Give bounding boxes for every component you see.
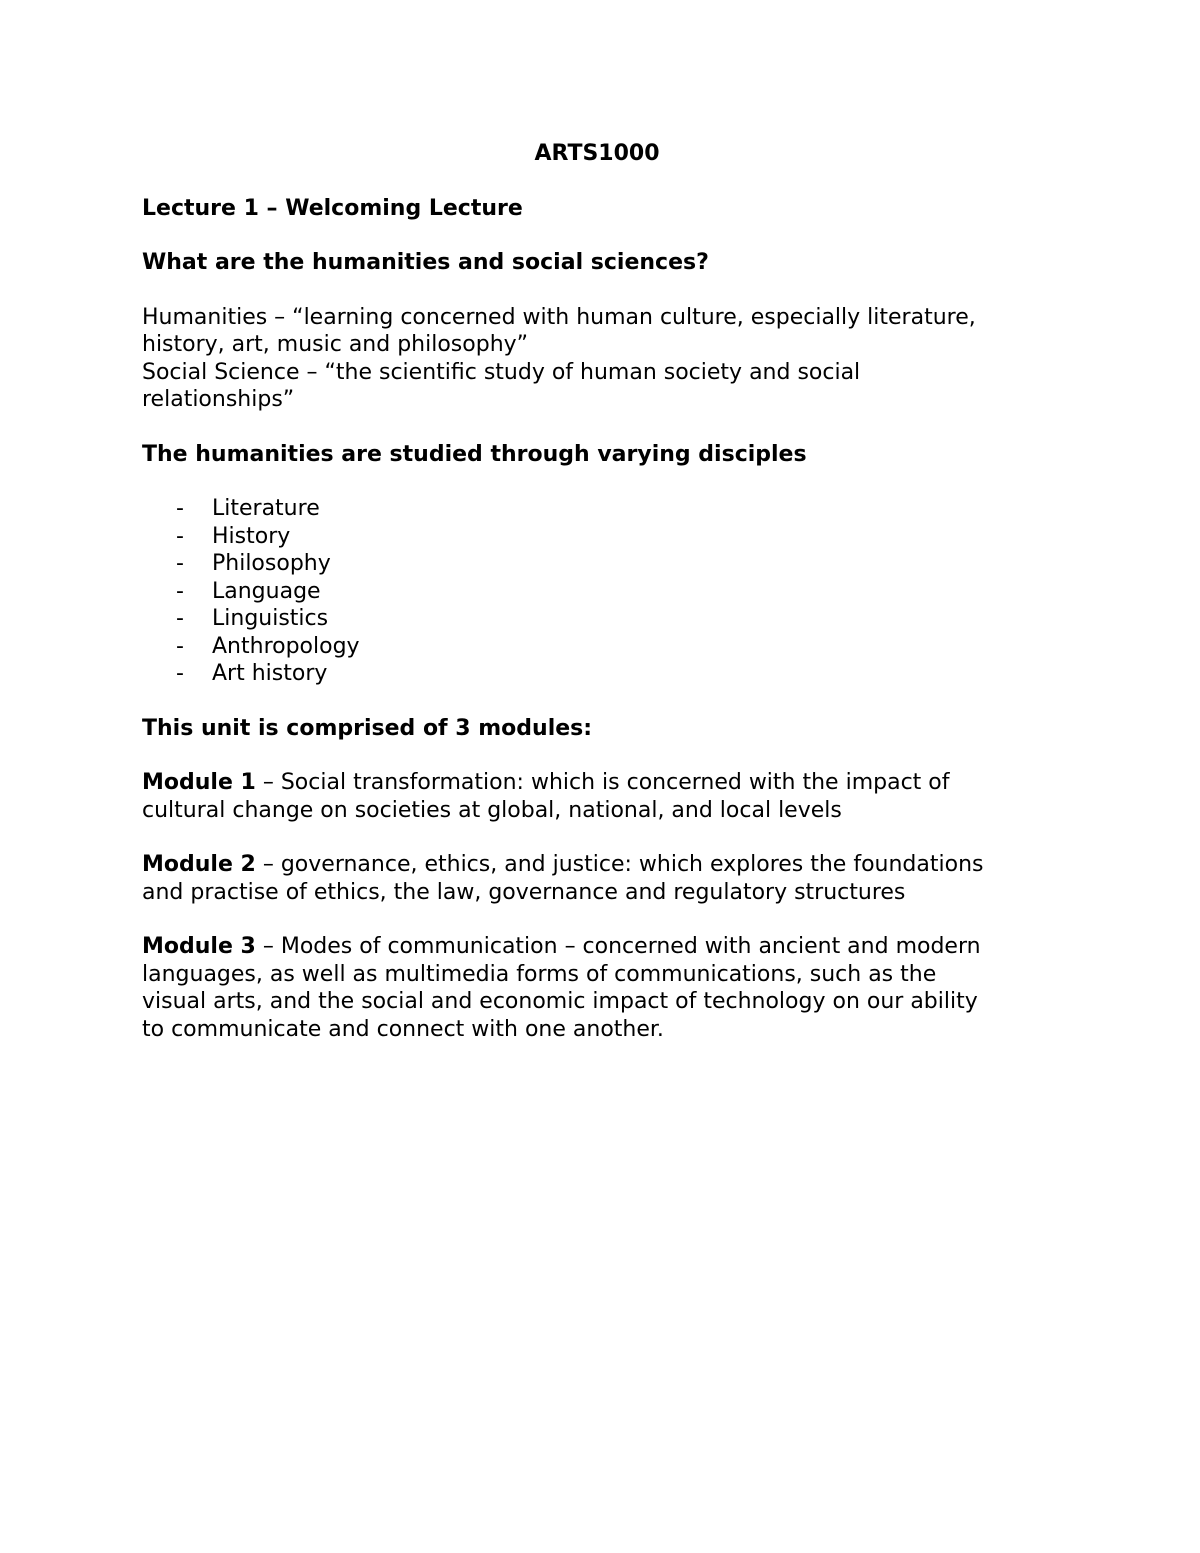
list-item: - Philosophy xyxy=(176,551,331,576)
humanities-definition-line: history, art, music and philosophy” xyxy=(142,332,529,357)
modules-heading: This unit is comprised of 3 modules: xyxy=(142,715,593,741)
dash-bullet: - xyxy=(176,551,184,576)
humanities-definition-line: Humanities – “learning concerned with human culture, especially literature, xyxy=(142,304,976,330)
module-text: – Social transformation: which is concerned with the impact of xyxy=(255,770,950,795)
lecture-heading: Lecture 1 – Welcoming Lecture xyxy=(142,195,523,221)
course-code-title: ARTS1000 xyxy=(534,141,660,166)
definitions-block xyxy=(142,304,1052,414)
question-heading: What are the humanities and social sciences? xyxy=(142,250,709,275)
module-text: – governance, ethics, and justice: which explores the foundations xyxy=(255,852,984,877)
dash-bullet: - xyxy=(176,661,184,686)
module-3-paragraph xyxy=(142,933,1052,1043)
module-2-paragraph xyxy=(142,851,1052,906)
list-item: - Linguistics xyxy=(176,606,329,631)
module-text: languages, as well as multimedia forms of communications, such as the xyxy=(142,961,937,987)
list-item: - Language xyxy=(176,578,321,604)
social-science-definition-line: relationships” xyxy=(142,387,295,412)
module-label: Module 1 xyxy=(142,770,256,795)
document-body xyxy=(142,140,1052,1043)
dash-bullet: - xyxy=(176,523,184,549)
dash-bullet: - xyxy=(176,606,184,631)
module-label: Module 2 xyxy=(142,852,256,877)
module-text: – Modes of communication – concerned with ancient and modern xyxy=(255,934,981,959)
module-text: and practise of ethics, the law, governance and regulatory structures xyxy=(142,879,906,905)
list-item: - History xyxy=(176,523,291,549)
list-item: - Art history xyxy=(176,661,328,686)
module-label: Module 3 xyxy=(142,934,256,959)
module-text: to communicate and connect with one another. xyxy=(142,1016,664,1042)
list-item: - Literature xyxy=(176,496,320,521)
list-item: - Anthropology xyxy=(176,633,360,659)
module-text: cultural change on societies at global, national, and local levels xyxy=(142,797,842,823)
module-1-paragraph xyxy=(142,769,1052,824)
social-science-definition-line: Social Science – “the scientific study of human society and social xyxy=(142,359,861,385)
dash-bullet: - xyxy=(176,496,184,521)
disciplines-heading: The humanities are studied through varying disciples xyxy=(142,441,807,467)
dash-bullet: - xyxy=(176,578,184,604)
disciplines-list xyxy=(142,495,1052,688)
dash-bullet: - xyxy=(176,633,184,659)
module-text: visual arts, and the social and economic impact of technology on our ability xyxy=(142,989,978,1014)
